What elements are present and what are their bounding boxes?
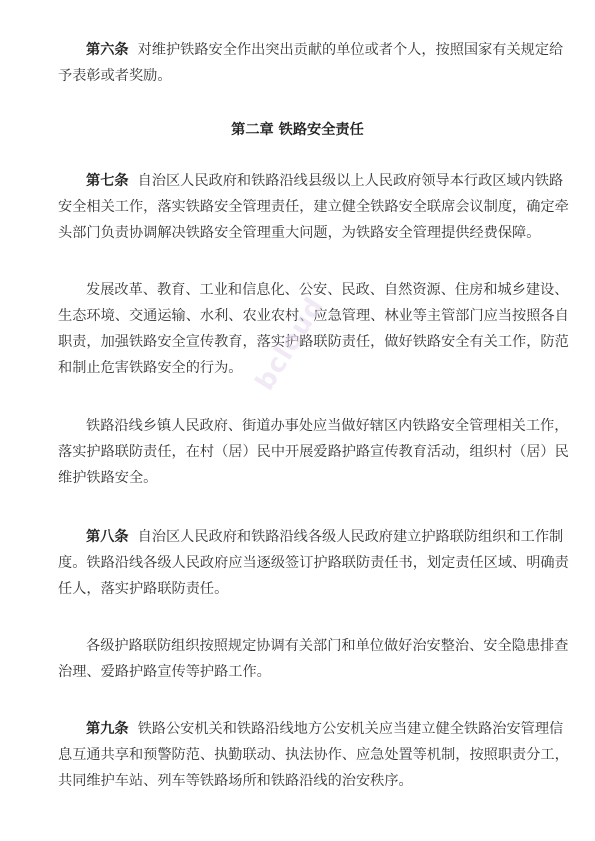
article-8-number: 第八条 — [86, 529, 129, 545]
chapter-title: 第二章 铁路安全责任 — [231, 122, 364, 138]
article-6-paragraph — [58, 37, 570, 89]
watermark-logo: bcloud — [250, 291, 331, 396]
article-9-text: 铁路公安机关和铁路沿线地方公安机关应当建立健全铁路治安管理信息互通共享和预警防范、执勤联动、执法协作、应急处置等机制，按照职责分工，共同维护车站、列车等铁路场所和铁路沿线的治安秩序。 — [58, 721, 569, 789]
article-7-paragraph — [58, 168, 570, 246]
article-7-text-2: 发展改革、教育、工业和信息化、公安、民政、自然资源、住房和城乡建设、生态环境、交通运输、水利、农业农村、应急管理、林业等主管部门应当按照各自职责，加强铁路安全宣传教育，落实护路联防责任，做好铁路安全有关工作，防范和制止危害铁路安全的行为。 — [58, 282, 569, 376]
article-9-number: 第九条 — [86, 721, 129, 737]
article-8-text-2: 各级护路联防组织按照规定协调有关部门和单位做好治安整治、安全隐患排查治理、爱路护路宣传等护路工作。 — [58, 638, 569, 680]
article-8-paragraph — [58, 524, 570, 602]
article-7-number: 第七条 — [86, 173, 129, 189]
article-8-text: 自治区人民政府和铁路沿线各级人民政府建立护路联防组织和工作制度。铁路沿线各级人民政府应当逐级签订护路联防责任书，划定责任区域、明确责任人，落实护路联防责任。 — [58, 529, 569, 597]
article-7-text-3: 铁路沿线乡镇人民政府、街道办事处应当做好辖区内铁路安全管理相关工作，落实护路联防责任，在村（居）民中开展爱路护路宣传教育活动，组织村（居）民维护铁路安全。 — [58, 418, 569, 486]
article-6-text: 对维护铁路安全作出突出贡献的单位或者个人，按照国家有关规定给予表彰或者奖励。 — [58, 42, 564, 84]
article-7-paragraph-2 — [58, 277, 570, 381]
article-8-paragraph-2 — [58, 633, 570, 685]
article-7-text: 自治区人民政府和铁路沿线县级以上人民政府领导本行政区域内铁路安全相关工作，落实铁路安全管理责任，建立健全铁路安全联席会议制度，确定牵头部门负责协调解决铁路安全管理重大问题，为铁路安全管理提供经费保障。 — [58, 173, 569, 241]
article-9-paragraph — [58, 716, 570, 794]
article-6-number: 第六条 — [86, 42, 129, 58]
article-7-paragraph-3 — [58, 413, 570, 491]
